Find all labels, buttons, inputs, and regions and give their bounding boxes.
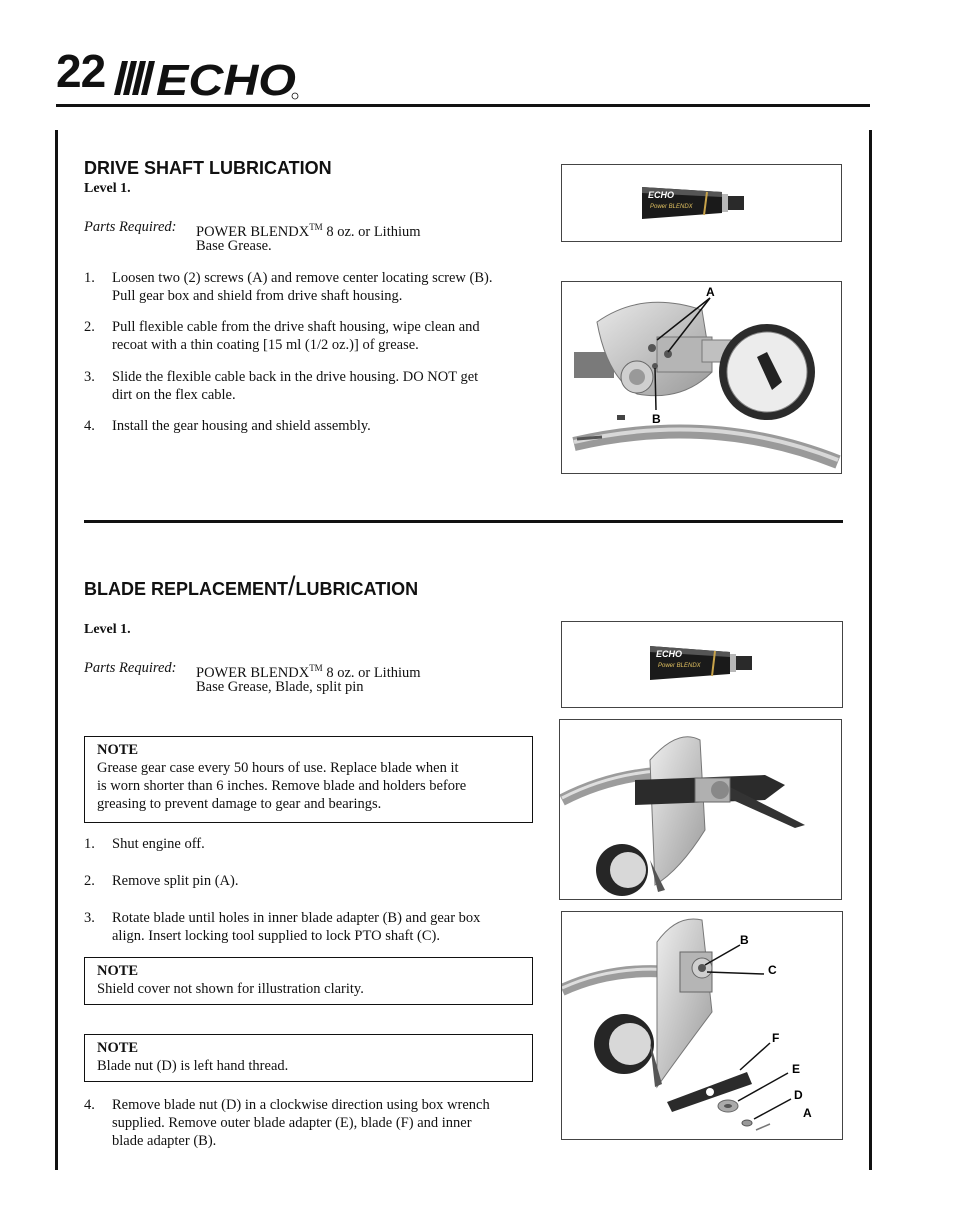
- grease-tube-figure: [561, 164, 842, 242]
- section2-step-text: Shut engine off.: [112, 836, 205, 852]
- note-left-hand-thread: NOTE Blade nut (D) is left hand thread.: [84, 1034, 533, 1082]
- section2-step-text: Remove split pin (A).: [112, 873, 239, 889]
- section1-level: Level 1.: [84, 181, 131, 196]
- section-title-blade-replacement: BLADE REPLACEMENT/LUBRICATION: [84, 571, 419, 601]
- section-divider: [84, 520, 843, 523]
- echo-logo: [112, 55, 302, 101]
- section2-level: Level 1.: [84, 622, 131, 637]
- section2-step-text: Remove blade nut (D) in a clockwise direction using box wrench supplied. Remove outer blade adapter (E), blade (F) and inner blade adapter (B).: [112, 1097, 490, 1149]
- svg-text:ECHO: ECHO: [656, 649, 683, 659]
- section2-parts-line1: POWER BLENDX™ 8 oz. or Lithium: [196, 663, 421, 681]
- blade-assembly-figure: [561, 911, 843, 1140]
- gear-housing-image: [562, 282, 841, 473]
- label-f: F: [772, 1031, 780, 1045]
- section1-step-text: Pull flexible cable from the drive shaft housing, wipe clean and recoat with a thin coating [15 ml (1/2 oz.)] of grease.: [112, 319, 480, 353]
- blade-assembly-image: [562, 912, 842, 1139]
- svg-text:ECHO: ECHO: [156, 56, 296, 101]
- section2-step-num: 3.: [84, 910, 95, 926]
- edger-blade-figure: [559, 719, 842, 900]
- grease-tube-figure: [561, 621, 843, 708]
- svg-text:Power BLENDX: Power BLENDX: [658, 663, 701, 669]
- section-title-drive-shaft: DRIVE SHAFT LUBRICATION: [84, 158, 332, 178]
- section2-step-num: 4.: [84, 1097, 95, 1113]
- grease-tube-image: [562, 165, 841, 241]
- section1-step-num: 3.: [84, 369, 95, 385]
- section2-step-text: Rotate blade until holes in inner blade adapter (B) and gear box align. Insert locking tool supplied to lock PTO shaft (C).: [112, 910, 481, 944]
- grease-tube-image: [562, 622, 842, 707]
- gear-housing-figure: [561, 281, 842, 474]
- section1-parts-line1: POWER BLENDX™ 8 oz. or Lithium: [196, 222, 421, 240]
- label-a: A: [706, 285, 715, 299]
- left-border: [55, 130, 58, 1170]
- section2-parts-line2: Base Grease, Blade, split pin: [196, 679, 364, 695]
- page-number: 22: [56, 45, 106, 97]
- label-d: D: [794, 1088, 803, 1102]
- svg-text:Power BLENDX: Power BLENDX: [650, 204, 693, 210]
- label-a: A: [803, 1106, 812, 1120]
- section2-step-num: 1.: [84, 836, 95, 852]
- section1-step-num: 1.: [84, 270, 95, 286]
- note-grease-interval: NOTE Grease gear case every 50 hours of use. Replace blade when it is worn shorter than 6 inches. Remove blade and holders before greasing to prevent damage to gear and bearings.: [84, 736, 533, 823]
- section2-parts-label: Parts Required:: [84, 660, 177, 676]
- section1-step-num: 2.: [84, 319, 95, 335]
- section1-parts-line2: Base Grease.: [196, 238, 272, 254]
- section1-step-num: 4.: [84, 418, 95, 434]
- label-b: B: [740, 933, 749, 947]
- svg-text:ECHO: ECHO: [648, 190, 675, 200]
- edger-blade-image: [560, 720, 841, 899]
- label-b: B: [652, 412, 661, 426]
- label-c: C: [768, 963, 777, 977]
- right-border: [869, 130, 872, 1170]
- note-shield-cover: NOTE Shield cover not shown for illustration clarity.: [84, 957, 533, 1005]
- section1-step-text: Loosen two (2) screws (A) and remove center locating screw (B). Pull gear box and shield from drive shaft housing.: [112, 270, 493, 304]
- section1-step-text: Install the gear housing and shield assembly.: [112, 418, 371, 434]
- section2-step-num: 2.: [84, 873, 95, 889]
- section1-parts-label: Parts Required:: [84, 219, 177, 235]
- section1-step-text: Slide the flexible cable back in the drive housing. DO NOT get dirt on the flex cable.: [112, 369, 479, 403]
- header-rule: [56, 104, 870, 107]
- label-e: E: [792, 1062, 801, 1076]
